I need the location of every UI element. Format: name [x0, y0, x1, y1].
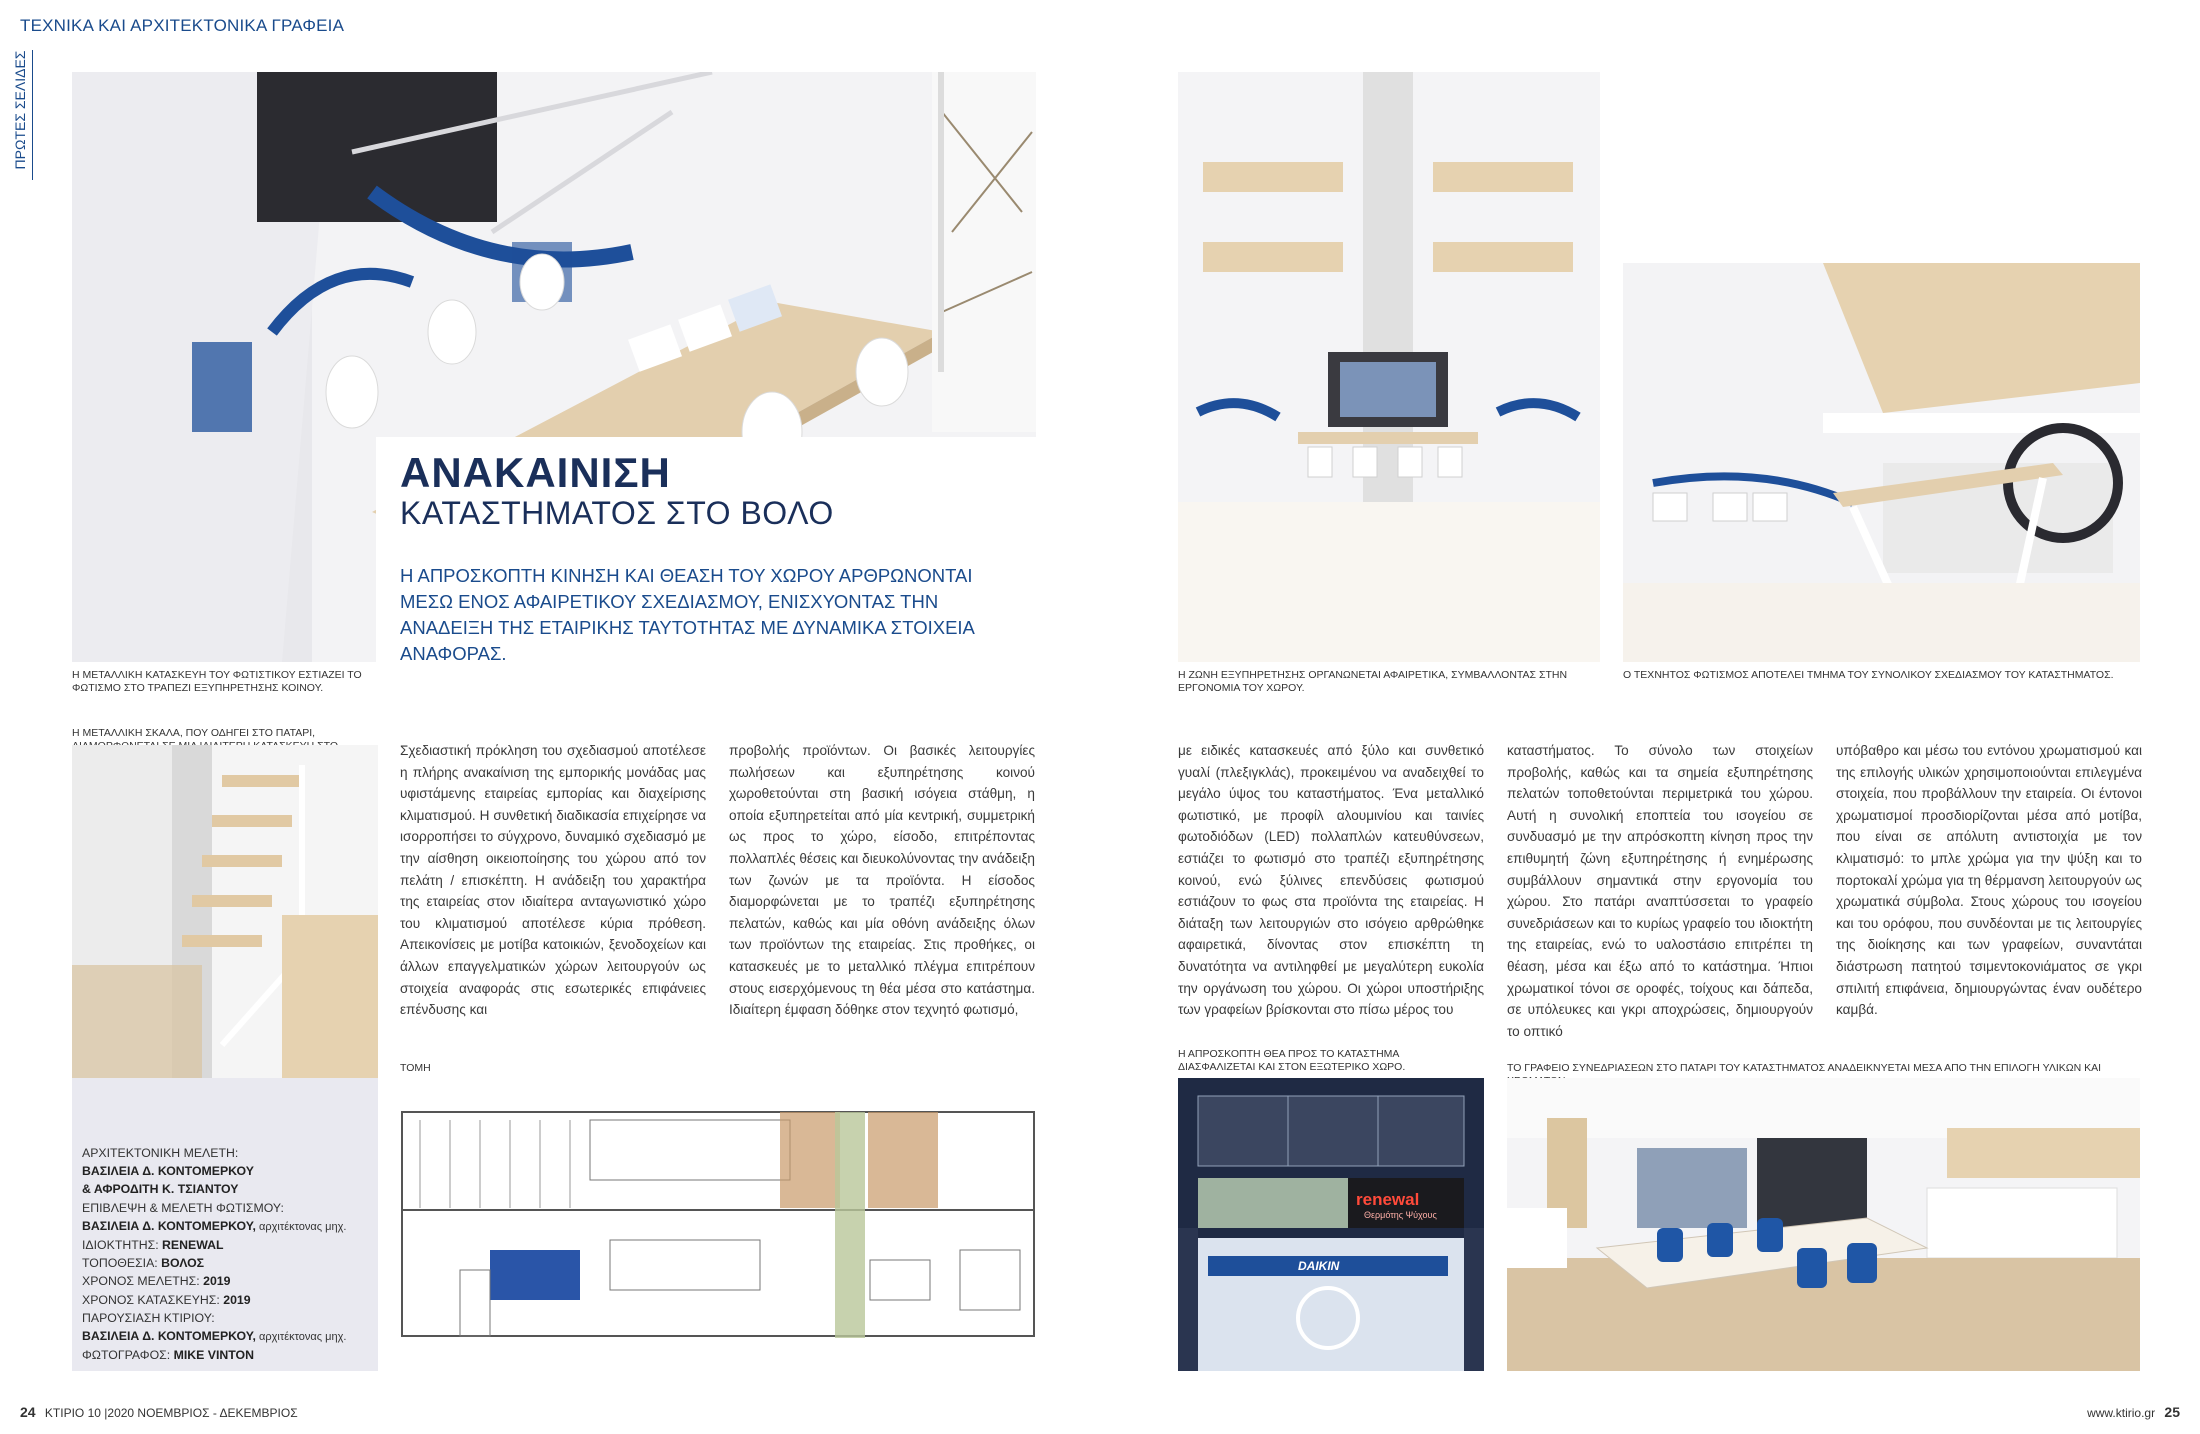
store-sign: renewal [1356, 1190, 1420, 1209]
caption-lighting: Ο ΤΕΧΝΗΤΟΣ ΦΩΤΙΣΜΟΣ ΑΠΟΤΕΛΕΙ ΤΜΗΜΑ ΤΟΥ ΣΥΝΟΛΙΚΟΥ ΣΧΕΔΙΑΣΜΟΥ ΤΟΥ ΚΑΤΑΣΤΗΜΑΤΟΣ. [1623, 669, 2114, 681]
caption-section: ΤΟΜΗ [400, 1062, 431, 1074]
credits-list [82, 1144, 374, 1364]
article-lead: Η ΑΠΡΟΣΚΟΠΤΗ ΚΙΝΗΣΗ ΚΑΙ ΘΕΑΣΗ ΤΟΥ ΧΩΡΟΥ ΑΡΘΡΩΝΟΝΤΑΙ ΜΕΣΩ ΕΝΟΣ ΑΦΑΙΡΕΤΙΚΟΥ ΣΧΕΔΙΑΣΜΟΥ, ΕΝΙΣΧΥΟΝΤΑΣ ΤΗΝ ΑΝΑΔΕΙΞΗ ΤΗΣ ΕΤΑΙΡΙΚΗΣ ΤΑΥΤΟΤΗΤΑΣ ΜΕ ΔΥΝΑΜΙΚΑ ΣΤΟΙΧΕΙΑ ΑΝΑΦΟΡΑΣ. [400, 565, 974, 664]
caption-meeting-room: ΤΟ ΓΡΑΦΕΙΟ ΣΥΝΕΔΡΙΑΣΕΩΝ ΣΤΟ ΠΑΤΑΡΙ ΤΟΥ ΚΑΤΑΣΤΗΜΑΤΟΣ ΑΝΑΔΕΙΚΝΥΕΤΑΙ ΜΕΣΑ ΑΠΟ ΤΗΝ ΕΠΙΛΟΓΗ ΥΛΙΚΩΝ ΚΑΙ [1507, 1062, 2102, 1074]
photo-meeting-room [1507, 1078, 2140, 1371]
caption-service-zone: Η ΖΩΝΗ ΕΞΥΠΗΡΕΤΗΣΗΣ ΟΡΓΑΝΩΝΕΤΑΙ ΑΦΑΙΡΕΤΙΚΑ, ΣΥΜΒΑΛΛΟΝΤΑΣ ΣΤΗΝ ΕΡΓΟΝΟΜΙΑ ΤΟΥ ΧΩΡΟΥ. [1178, 669, 1568, 694]
photo-stair [72, 745, 378, 1078]
credit-line: ΤΟΠΟΘΕΣΙΑ: ΒΟΛΟΣ [82, 1256, 205, 1271]
credit-line: ΧΡΟΝΟΣ ΜΕΛΕΤΗΣ: 2019 [82, 1274, 231, 1289]
credits-box [72, 1078, 378, 1371]
store-sign-sub: Θερμότης Ψύχους [1364, 1210, 1437, 1220]
photo-service-zone [1178, 72, 1600, 662]
footer-left-text: ΚΤΙΡΙΟ 10 |2020 ΝΟΕΜΒΡΙΟΣ - ΔΕΚΕΜΒΡΙΟΣ [44, 1406, 298, 1420]
section-drawing [400, 1110, 1036, 1338]
brand-sign: DAIKIN [1298, 1259, 1340, 1273]
photo-lighting [1623, 263, 2140, 662]
page-number-left: 24 [20, 1404, 36, 1420]
credit-line: ΒΑΣΙΛΕΙΑ Δ. ΚΟΝΤΟΜΕΡΚΟΥ [82, 1164, 254, 1179]
credit-line: ΧΡΟΝΟΣ ΚΑΤΑΣΚΕΥΗΣ: 2019 [82, 1292, 251, 1307]
side-label: ΠΡΩΤΕΣ ΣΕΛΙΔΕΣ [12, 50, 28, 170]
page-number-right: 25 [2164, 1404, 2180, 1420]
body-column-1: Σχεδιαστική πρόκληση του σχεδιασμού αποτέλεσε η πλήρης ανακαίνιση της εμπορικής μονάδας μας υφιστάμενης εταιρείας εμπορίας και διαχείρισης κλιματισμού. Η συνθετική διαδικασία επιχείρησε να ισορροπήσει το σύγχρονο, δυναμικό σχεδιασμό με την αίσθηση οικειοποίησης του χώρου από τον πελάτη / επισκέπτη. Η ανάδειξη του χαρακτήρα της εταιρείας στον ιδιαίτερα ανταγωνιστικό χώρο του κλιματισμού αποτέλεσε κύρια πρόθεση. Απεικονίσεις με μοτίβα κατοικιών, ξενοδοχείων και άλλων επαγγελματικών χώρων λειτουργούν ως στοιχεία αναφοράς στις εσωτερικές επιφάνειες επένδυσης και [400, 743, 706, 1018]
footer-left [20, 1404, 298, 1420]
body-column-2: προβολής προϊόντων. Οι βασικές λειτουργίες πωλήσεων και εξυπηρέτησης κοινού χωροθετούνται στη βασική ισόγεια στάθμη, η οποία εξυπηρετείται από μία κεντρική, συμμετρική ως προς το χώρο, είσοδο, επιτρέποντας πολλαπλές θέσεις και διευκολύνοντας την ανάδειξη των ζωνών με τα προϊόντα. Η είσοδος διαμορφώνεται με το τραπέζι εξυπηρέτησης πελατών, καθώς και μία οθόνη ανάδειξης όλων των προϊόντων της εταιρείας. Στις προθήκες, οι κατασκευές με το μεταλλικό πλέγμα επιτρέπουν στους εισερχόμενους τη θέα μέσα στο κατάστημα. Ιδιαίτερη έμφαση δόθηκε στον τεχνητό φωτισμό, [729, 743, 1035, 1018]
footer-right [2087, 1404, 2180, 1420]
credit-line: ΒΑΣΙΛΕΙΑ Δ. ΚΟΝΤΟΜΕΡΚΟΥ, αρχιτέκτονας μηχ. [82, 1218, 347, 1233]
photo-storefront [1178, 1078, 1484, 1371]
caption-exterior: Η ΑΠΡΟΣΚΟΠΤΗ ΘΕΑ ΠΡΟΣ ΤΟ ΚΑΤΑΣΤΗΜΑ ΔΙΑΣΦΑΛΙΖΕΤΑΙ ΚΑΙ ΣΤΟΝ ΕΞΩΤΕΡΙΚΟ ΧΩΡΟ. [1178, 1048, 1406, 1073]
body-column-3: με ειδικές κατασκευές από ξύλο και συνθετικό γυαλί (πλεξιγκλάς), προκειμένου να αναδειχθεί το μεγάλο ύψος του καταστήματος. Ένα μεταλλικό φωτιστικό, με προφίλ αλουμινίου και ταινίες φωτοδιόδων (LED) πολλαπλών κατευθύνσεων, εστιάζει το φωτισμό στο τραπέζι εξυπηρέτησης κοινού, ενώ ξύλινες επενδύσεις φωτισμού εστιάζουν το φως στα προϊόντα της εταιρείας. Η διάταξη των λειτουργιών στο ισόγειο αρθρώθηκε αφαιρετικά, δίνοντας στον επισκέπτη τη δυνατότητα να αντιληφθεί με μεγαλύτερη ευκολία την οργάνωση του χώρου. Οι χώροι υποστήριξης των γραφείων βρίσκονται στο πίσω μέρος του [1178, 743, 1484, 1018]
credit-line: ΙΔΙΟΚΤΗΤΗΣ: RENEWAL [82, 1238, 224, 1253]
caption-stair: Η ΜΕΤΑΛΛΙΚΗ ΣΚΑΛΑ, ΠΟΥ ΟΔΗΓΕΙ ΣΤΟ ΠΑΤΑΡΙ, [72, 727, 316, 739]
caption-service-table: Η ΜΕΤΑΛΛΙΚΗ ΚΑΤΑΣΚΕΥΗ ΤΟΥ ΦΩΤΙΣΤΙΚΟΥ ΕΣΤΙΑΖΕΙ ΤΟ ΦΩΤΙΣΜΟ ΣΤΟ ΤΡΑΠΕΖΙ ΕΞΥΠΗΡΕΤΗΣΗΣ ΚΟΙΝΟΥ. [72, 669, 362, 694]
section-header: ΤΕΧΝΙΚΑ ΚΑΙ ΑΡΧΙΤΕΚΤΟΝΙΚΑ ΓΡΑΦΕΙΑ [20, 16, 345, 35]
article-subtitle: ΚΑΤΑΣΤΗΜΑΤΟΣ ΣΤΟ ΒΟΛΟ [400, 495, 834, 531]
article-title: ΑΝΑΚΑΙΝΙΣΗ [400, 449, 671, 496]
credit-line: ΑΡΧΙΤΕΚΤΟΝΙΚΗ ΜΕΛΕΤΗ: [82, 1146, 239, 1160]
credit-line: ΦΩΤΟΓΡΑΦΟΣ: MIKE VINTON [82, 1348, 254, 1363]
side-label-box [8, 50, 33, 180]
credit-line: ΒΑΣΙΛΕΙΑ Δ. ΚΟΝΤΟΜΕΡΚΟΥ, αρχιτέκτονας μηχ. [82, 1329, 347, 1344]
credit-line: ΠΑΡΟΥΣΙΑΣΗ ΚΤΙΡΙΟΥ: [82, 1310, 215, 1325]
body-column-5: υπόβαθρο και μέσω του εντόνου χρωματισμού και της επιλογής υλικών χρησιμοποιούνται επιλεγμένα στοιχεία, που προβάλλουν την εταιρεία. Οι έντονοι χρωματισμοί προσδιορίζονται μέσα από μοτίβα, που είναι σε απόλυτη αντιστοιχία με τον κλιματισμό: το μπλε χρώμα για την ψύξη και το πορτοκαλί χρώμα για τη θέρμανση λειτουργούν ως χρωματικά σύμβολα. Στους χώρους του ισογείου και του ορόφου, που συνδέονται με τις λειτουργίες της διοίκησης και των γραφείων, συναντάται διάστρωση πατητού τσιμεντοκονιάματος σε γκρι σπιλιτή επιφάνεια, δημιουργώντας έναν ουδέτερο καμβά. [1836, 743, 2142, 1018]
credit-line: ΕΠΙΒΛΕΨΗ & ΜΕΛΕΤΗ ΦΩΤΙΣΜΟΥ: [82, 1200, 284, 1215]
body-column-4: καταστήματος. Το σύνολο των στοιχείων προβολής, καθώς και τα σημεία εξυπηρέτησης πελατών τοποθετούνται περιμετρικά του χώρου. Αυτή η συνολική εποπτεία του ισογείου σε συνδυασμό με την απρόσκοπτη κίνηση προς την επιθυμητή ζώνη εξυπηρέτησης ή ενημέρωσης συμβάλλουν σημαντικά στην εργονομία του χώρου. Στο πατάρι αναπτύσσεται το γραφείο συνεδριάσεων και το κυρίως γραφείο του ιδιοκτήτη της εταιρείας, ενώ το υαλοστάσιο επιτρέπει τη θέαση, μέσα και έξω από το κατάστημα. Ήπιοι χρωματικοί τόνοι σε οροφές, τοίχους και δάπεδα, σε υπόλευκες και γκρι αποχρώσεις, δημιουργούν το οπτικό [1507, 743, 1813, 1039]
footer-url: www.ktirio.gr [2087, 1406, 2156, 1420]
credit-line: & ΑΦΡΟΔΙΤΗ Κ. ΤΣΙΑΝΤΟΥ [82, 1182, 239, 1197]
